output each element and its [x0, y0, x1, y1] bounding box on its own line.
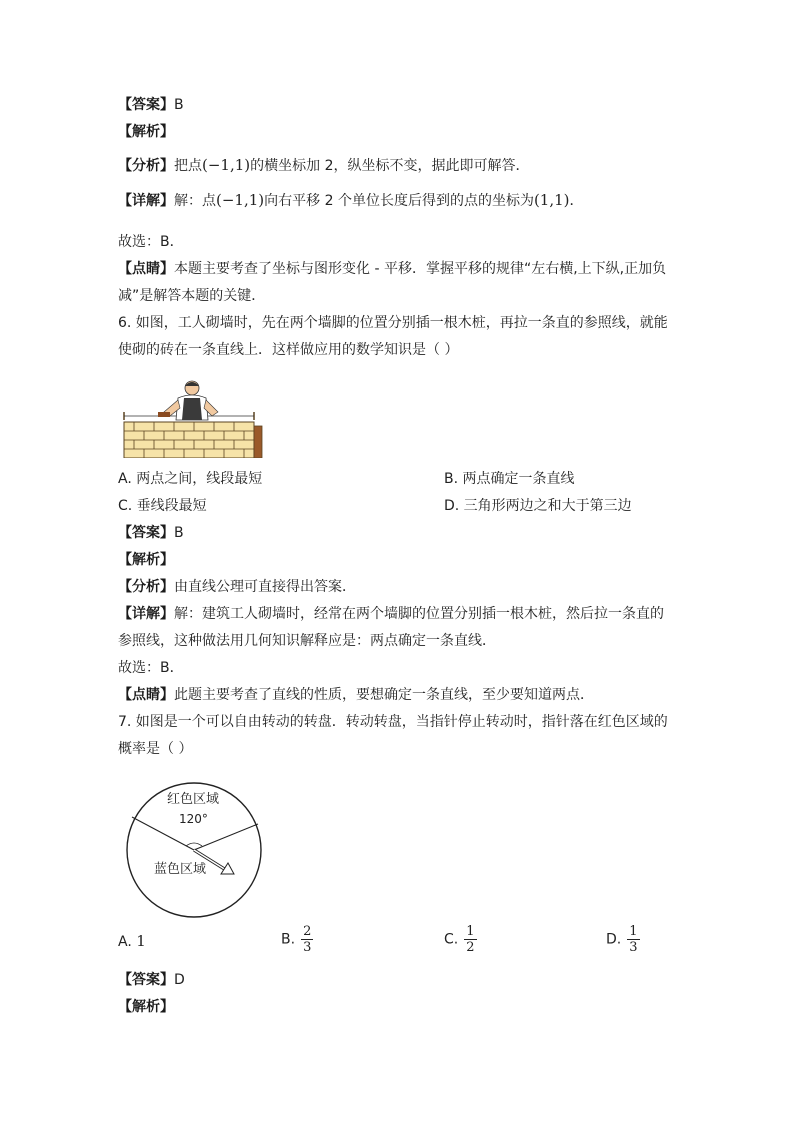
- q7-option-d: [606, 924, 640, 955]
- analysis-tag: 【解析】: [118, 124, 174, 140]
- fenxi-text-b: 的横坐标加 2，纵坐标不变，据此即可解答．: [250, 158, 530, 174]
- answer-tag: 【答案】: [118, 972, 174, 988]
- comment-tag: 【点睛】: [118, 261, 174, 277]
- q6-option-a: A. 两点之间，线段最短: [118, 471, 263, 487]
- fenxi-text: 由直线公理可直接得出答案．: [174, 579, 356, 595]
- detail-text-b: 向右平移 2 个单位长度后得到的点的坐标为: [264, 193, 534, 209]
- option-fraction: $\frac{1}{2}$: [466, 924, 475, 955]
- option-label: A.: [118, 934, 132, 950]
- q5-fenxi-line: [118, 155, 530, 176]
- q7-stem-line-1: 7. 如图是一个可以自由转动的转盘．转动转盘，当指针停止转动时，指针落在红色区域的: [118, 714, 668, 730]
- detail-text-a: 解：点: [174, 193, 216, 209]
- q6-detail-cont: 参照线，这种做法用几何知识解释应是：两点确定一条直线．: [118, 633, 496, 649]
- fenxi-tag: 【分析】: [118, 579, 174, 595]
- q5-comment-cont: 减”是解答本题的关键．: [118, 288, 266, 304]
- option-label: B.: [281, 931, 296, 948]
- detail-tag: 【详解】: [118, 606, 174, 622]
- point-expression: (1,1): [533, 191, 570, 209]
- option-value: 1: [136, 932, 146, 950]
- q6-fenxi-line: [118, 577, 356, 597]
- q6-option-d: D. 三角形两边之和大于第三边: [444, 498, 632, 514]
- q7-stem-line-2: 概率是（ ）: [118, 741, 193, 757]
- answer-value: D: [174, 972, 185, 988]
- angle-label: 120°: [179, 812, 208, 826]
- analysis-tag: 【解析】: [118, 552, 174, 568]
- q5-answer-line: [118, 95, 184, 115]
- detail-tag: 【详解】: [118, 193, 174, 209]
- blue-region-label: 蓝色区域: [154, 862, 207, 877]
- point-expression: (−1,1): [216, 191, 265, 209]
- q6-detail-line: [118, 604, 664, 624]
- q6-stem-line-1: 6. 如图，工人砌墙时，先在两个墙脚的位置分别插一根木桩，再拉一条直的参照线，就能: [118, 315, 668, 331]
- bricklayer-illustration: [120, 378, 265, 458]
- q6-option-c: C. 垂线段最短: [118, 498, 207, 514]
- comment-tag: 【点睛】: [118, 687, 174, 703]
- red-region-label: 红色区域: [167, 792, 220, 807]
- fenxi-tag: 【分析】: [118, 158, 174, 174]
- q7-option-a: [118, 931, 146, 952]
- detail-text-c: ．: [569, 193, 584, 209]
- q6-stem-line-2: 使砌的砖在一条直线上．这样做应用的数学知识是（ ）: [118, 342, 459, 358]
- analysis-tag: 【解析】: [118, 999, 174, 1015]
- q5-detail-line: [118, 190, 584, 211]
- option-label: D.: [606, 931, 622, 948]
- q7-option-c: [444, 924, 477, 955]
- q7-option-b: [281, 924, 313, 955]
- option-fraction: $\frac{2}{3}$: [303, 924, 312, 955]
- q6-choose-line: 故选：B．: [118, 660, 184, 676]
- spinner-diagram: [120, 776, 268, 924]
- answer-tag: 【答案】: [118, 525, 174, 541]
- comment-text: 此题主要考查了直线的性质，要想确定一条直线，至少要知道两点．: [174, 687, 594, 703]
- answer-tag: 【答案】: [118, 97, 174, 113]
- option-label: C.: [444, 931, 459, 948]
- comment-text: 本题主要考查了坐标与图形变化 - 平移．掌握平移的规律“左右横,上下纵,正加负: [174, 261, 667, 277]
- detail-text: 解：建筑工人砌墙时，经常在两个墙脚的位置分别插一根木桩，然后拉一条直的: [174, 606, 664, 622]
- fenxi-text-a: 把点: [174, 158, 202, 174]
- q6-comment-line: [118, 685, 594, 705]
- option-fraction: $\frac{1}{3}$: [629, 924, 638, 955]
- answer-value: B: [174, 97, 184, 113]
- point-expression: (−1,1): [202, 156, 251, 174]
- q7-analysis-tag: [118, 997, 174, 1017]
- q6-option-b: B. 两点确定一条直线: [444, 471, 575, 487]
- q5-choose-line: 故选：B．: [118, 234, 184, 250]
- q5-analysis-tag: [118, 122, 174, 142]
- q5-comment-line: [118, 259, 666, 279]
- answer-value: B: [174, 525, 184, 541]
- q6-answer-line: [118, 523, 184, 543]
- q6-analysis-tag: [118, 550, 174, 570]
- q7-answer-line: [118, 970, 185, 990]
